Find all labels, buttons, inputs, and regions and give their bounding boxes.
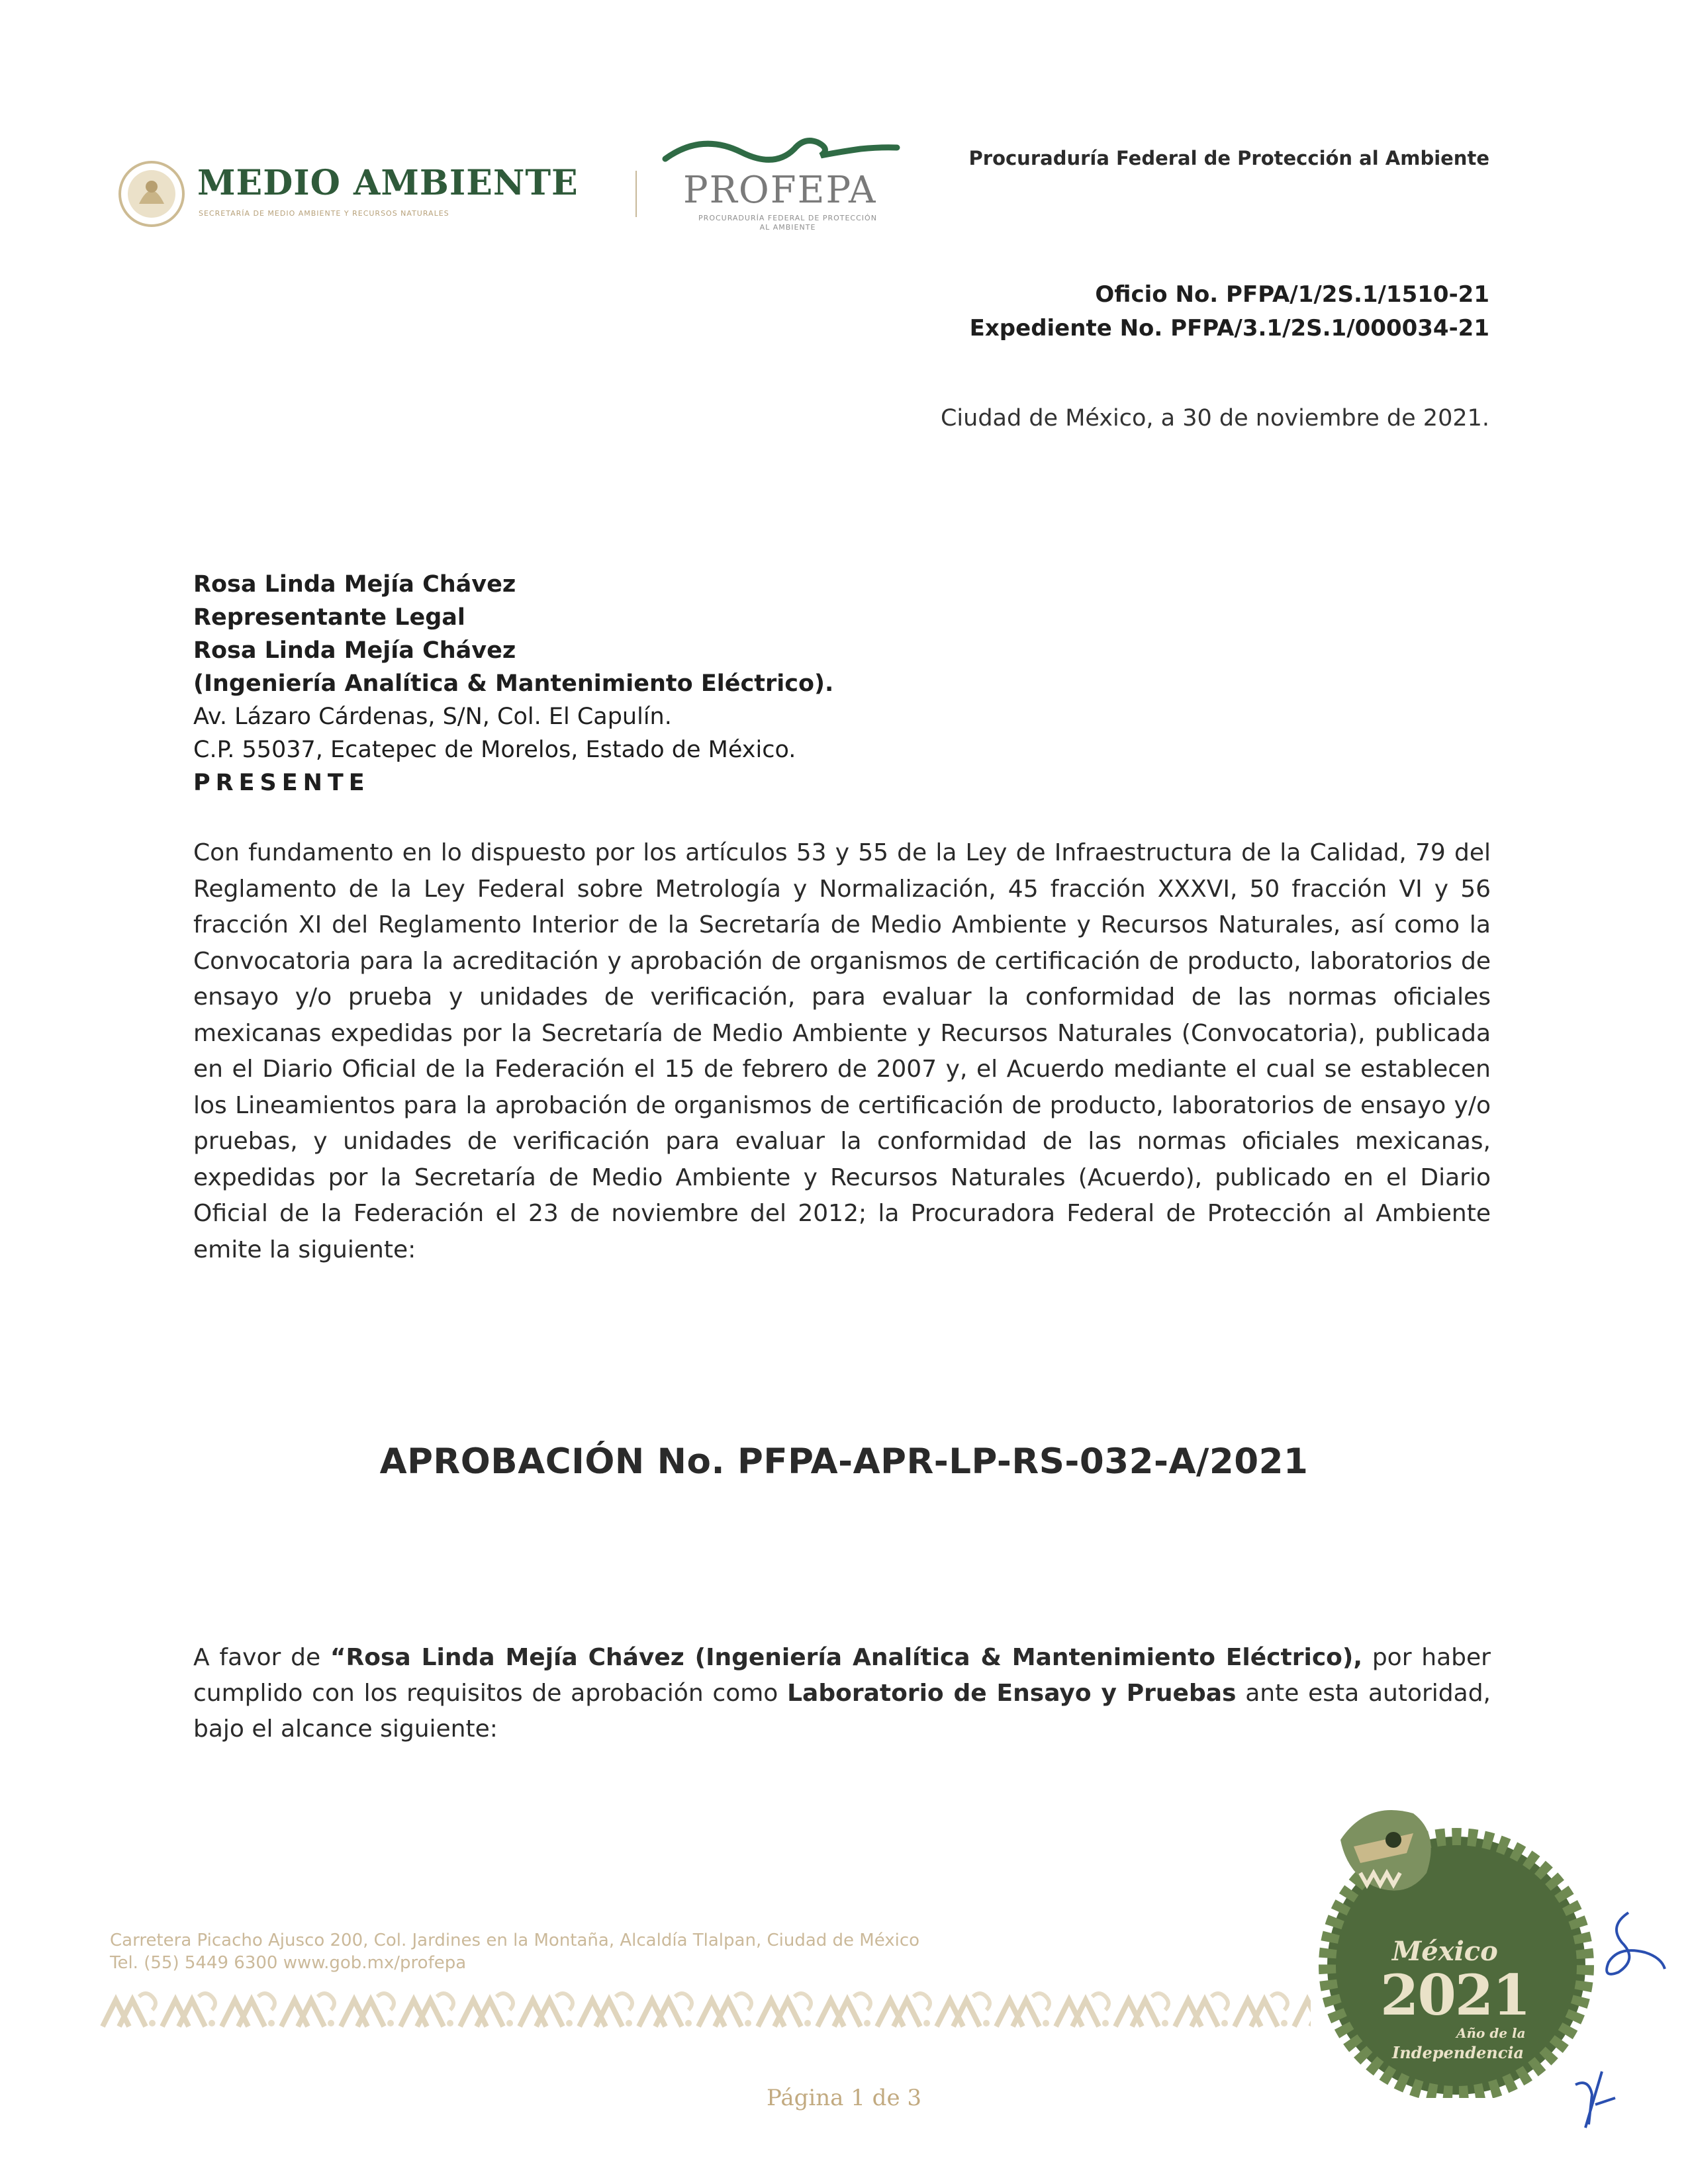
legal-basis-paragraph: Con fundamento en lo dispuesto por los artículos 53 y 55 de la Ley de Infraestructura de la Calidad, 79 del Reglamento de la Ley Federal sobre Metrología y Normalización, 45 fracción XXXVI, 50 fracción VI y 56 fracción XI del Reglamento Interior de la Secretaría de Medio Ambiente y Recursos Naturales, así como la Convocatoria para la acreditación y aprobación de organismos de certificación de producto, laboratorios de ensayo y/o prueba y unidades de verificación, para evaluar la conformidad de las normas oficiales mexicanas expedidas por la Secretaría de Medio Ambiente y Recursos Naturales (Convocatoria), publicada en el Diario Oficial de la Federación el 15 de febrero de 2007 y, el Acuerdo mediante el cual se establecen los Lineamientos para la aprobación de organismos de certificación de producto, laboratorios de ensayo y/o pruebas, y unidades de verificación para evaluar la conformidad de las normas oficiales mexicanas, expedidas por la Secretaría de Medio Ambiente y Recursos Naturales (Acuerdo), publicado en el Diario Oficial de la Federación el 23 de noviembre del 2012; la Procuradora Federal de Protección al Ambiente emite la siguiente:: [193, 839, 1491, 1263]
logo-divider: [635, 171, 637, 217]
oficio-number: Oficio No. PFPA/1/2S.1/1510-21: [1095, 281, 1489, 308]
seal-caption-1: Año de la: [1456, 2025, 1526, 2041]
profepa-logo: [662, 129, 900, 235]
agency-name: Procuraduría Federal de Protección al Ambiente: [968, 147, 1489, 169]
decorative-greca-band: [99, 1987, 1311, 2033]
address-line-1: Av. Lázaro Cárdenas, S/N, Col. El Capulín.: [193, 704, 672, 730]
addressee-company: (Ingeniería Analítica & Mantenimiento Eléctrico).: [193, 670, 834, 697]
medio-ambiente-title: MEDIO AMBIENTE: [197, 163, 579, 203]
profepa-subtitle: PROCURADURÍA FEDERAL DE PROTECCIÓN AL AMBIENTE: [698, 214, 877, 232]
document-date: Ciudad de México, a 30 de noviembre de 2021.: [940, 405, 1489, 432]
handwritten-initial-icon: [1562, 2058, 1642, 2131]
footer-contact: Tel. (55) 5449 6300 www.gob.mx/profepa: [110, 1953, 467, 1973]
addressee-name: Rosa Linda Mejía Chávez: [193, 571, 516, 598]
mexico-2021-seal: [1314, 1800, 1618, 2098]
coat-of-arms-icon: [113, 158, 191, 230]
favor-prefix: A favor de: [193, 1644, 330, 1671]
approval-title: APROBACIÓN No. PFPA-APR-LP-RS-032-A/2021: [379, 1441, 1309, 1482]
profepa-title: PROFEPA: [683, 169, 877, 212]
footer-address-block: [110, 1929, 919, 1974]
addressee-role: Representante Legal: [193, 604, 465, 631]
handwritten-initial-icon: [1589, 1906, 1668, 1985]
footer-address: Carretera Picacho Ajusco 200, Col. Jardines en la Montaña, Alcaldía Tlalpan, Ciudad de México: [110, 1931, 920, 1950]
seal-caption-2: Independencia: [1392, 2043, 1524, 2062]
favor-name: “Rosa Linda Mejía Chávez (Ingeniería Analítica & Mantenimiento Eléctrico),: [330, 1644, 1363, 1671]
favor-suffix: ante esta autoridad, bajo el alcance siguiente:: [193, 1680, 1491, 1743]
seal-word: México: [1392, 1936, 1498, 1967]
favor-paragraph: [193, 1640, 1491, 1747]
address-line-2: C.P. 55037, Ecatepec de Morelos, Estado de México.: [193, 737, 796, 763]
presente-label: PRESENTE: [193, 770, 370, 796]
favor-lab: Laboratorio de Ensayo y Pruebas: [787, 1680, 1237, 1707]
seal-year: 2021: [1380, 1962, 1530, 2028]
addressee-block: [193, 568, 1186, 799]
favor-middle: por haber cumplido con los requisitos de aprobación como: [193, 1644, 1491, 1707]
medio-ambiente-subtitle: SECRETARÍA DE MEDIO AMBIENTE Y RECURSOS NATURALES: [199, 209, 449, 218]
addressee-company-name: Rosa Linda Mejía Chávez: [193, 637, 516, 664]
expediente-number: Expediente No. PFPA/3.1/2S.1/000034-21: [969, 315, 1489, 341]
medio-ambiente-logo: [113, 151, 616, 230]
page-number: Página 1 de 3: [767, 2085, 921, 2111]
